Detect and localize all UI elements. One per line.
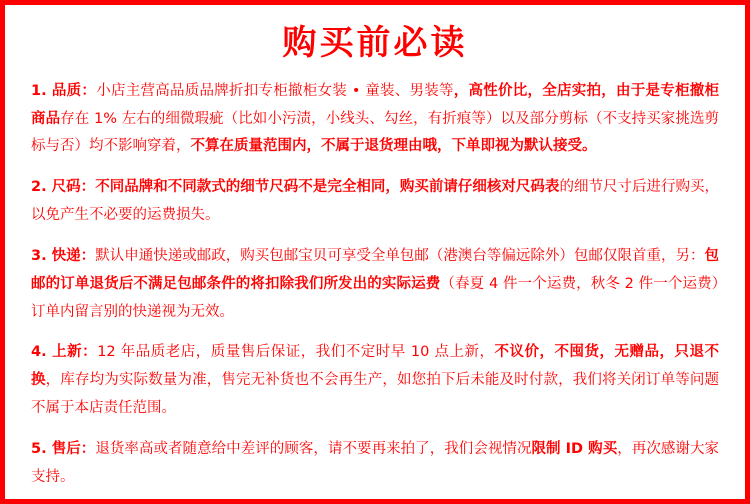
emphasis-text: 不同品牌和不同款式的细节尺码不是完全相同，购买前请仔细核对尺码表 bbox=[95, 179, 560, 196]
body-text: 存在 1% 左右的细微瑕疵（比如小污渍，小线头、勾丝，有折痕等）以及部分剪标（不支持买家挑选剪标与否）均不影响穿着， bbox=[31, 110, 720, 155]
notice-paragraph bbox=[31, 243, 719, 326]
notice-content bbox=[5, 5, 745, 499]
notice-section bbox=[31, 436, 719, 492]
body-text: 默认申通快递或邮政，购买包邮宝贝可享受全单包邮（港澳台等偏远除外）包邮仅限首重，另： bbox=[95, 247, 705, 264]
notice-paragraph bbox=[31, 78, 719, 161]
body-text: 小店主营高品质品牌折扣专柜撤柜女装 • 童装、男装等 bbox=[96, 82, 454, 99]
notice-section bbox=[31, 339, 719, 422]
notice-section bbox=[31, 174, 719, 230]
section-number: 4. bbox=[31, 344, 47, 361]
section-number: 1. bbox=[31, 82, 47, 99]
body-text: 的细节尺寸后进行购买，以免产生不必要的运费损失。 bbox=[31, 179, 720, 224]
section-number: 2. bbox=[31, 179, 47, 196]
section-label: 快递： bbox=[51, 247, 96, 264]
body-text: 退货率高或者随意给中差评的顾客，请不要再来拍了，我们会视情况 bbox=[95, 440, 532, 457]
body-text: 12 年品质老店，质量售后保证，我们不定时早 10 点上新， bbox=[97, 344, 495, 361]
notice-paragraph bbox=[31, 174, 719, 230]
notice-section bbox=[31, 243, 719, 326]
emphasis-text: ，高性价比，全店实拍，由于是专柜撤柜商品 bbox=[31, 82, 720, 127]
section-label: 品质： bbox=[51, 82, 97, 99]
notice-paragraph bbox=[31, 339, 719, 422]
body-text: ，库存均为实际数量为准，售完无补货也不会再生产，如您拍下后未能及时付款，我们将关闭订单等问题不属于本店责任范围。 bbox=[31, 372, 720, 417]
section-label: 上新： bbox=[52, 344, 98, 361]
body-text: （春夏 4 件一个运费，秋冬 2 件一个运费）订单内留言别的快递视为无效。 bbox=[31, 275, 719, 320]
section-label: 售后： bbox=[51, 440, 96, 457]
emphasis-text: 不议价，不囤货，无赠品，只退不换 bbox=[31, 344, 720, 389]
notice-section bbox=[31, 78, 719, 161]
page-title: 购买前必读 bbox=[282, 23, 468, 63]
section-number: 3. bbox=[31, 247, 47, 264]
emphasis-text: 不算在质量范围内，不属于退货理由哦，下单即视为默认接受。 bbox=[190, 138, 597, 155]
body-text: ，再次感谢大家支持。 bbox=[31, 440, 719, 485]
notice-section-list bbox=[31, 78, 719, 492]
section-number: 5. bbox=[31, 440, 47, 457]
notice-paragraph bbox=[31, 436, 719, 492]
section-label: 尺码： bbox=[51, 179, 96, 196]
emphasis-text: 包邮的订单退货后不满足包邮条件的将扣除我们所发出的实际运费 bbox=[31, 247, 719, 292]
emphasis-text: 限制 ID 购买 bbox=[531, 440, 618, 457]
